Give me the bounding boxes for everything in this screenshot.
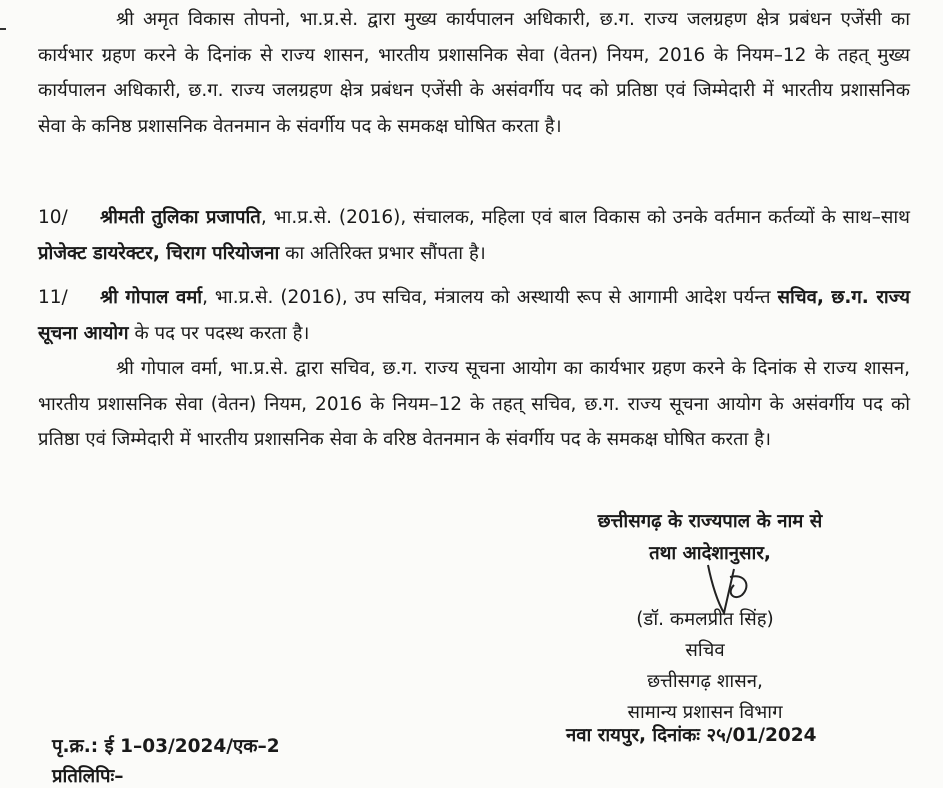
item-10-text2: का अतिरिक्त प्रभार सौंपता है। (279, 242, 486, 264)
copy-to-label: प्रतिलिपिः– (52, 766, 124, 787)
closing-line-2: तथा आदेशानुसार, (649, 543, 771, 564)
item-11-text2: के पद पर पदस्थ करता है। (128, 322, 310, 344)
item-10-post: प्रोजेक्ट डायरेक्टर, चिराग परियोजना (38, 242, 280, 264)
order-item-11 (38, 280, 910, 351)
item-10-number: 10/ (38, 207, 68, 228)
item-10-name: श्रीमती तुलिका प्रजापति (100, 207, 261, 228)
order-item-10 (38, 200, 910, 271)
signatory-name: (डॉ. कमलप्रीत सिंह) (636, 609, 774, 630)
item-11-post: सचिव, छ.ग. राज्य सूचना आयोग (38, 287, 911, 344)
signatory-block (590, 604, 820, 728)
margin-mark (0, 28, 6, 30)
signatory-dept: सामान्य प्रशासन विभाग (627, 702, 783, 723)
reference-number: पृ.क्र.: ई 1–03/2024/एक–2 (52, 736, 280, 757)
item-11-name: श्री गोपाल वर्मा (100, 287, 203, 308)
paragraph-1-text: श्री अमृत विकास तोपनो, भा.प्र.से. द्वारा मुख्य कार्यपालन अधिकारी, छ.ग. राज्य जलग्रहण क्षेत्र प्रबंधन एजेंसी का कार्यभार ग्रहण करने के दिनांक से राज्य शासन, भारतीय प्रशासनिक सेवा (वेतन) नियम, 2016 के नियम–12 के तहत् मुख्य कार्यपालन अधिकारी, छ.ग. राज्य जलग्रहण क्षेत्र प्रबंधन एजेंसी के असंवर्गीय पद को प्रतिष्ठा एवं जिम्मेदारी में भारतीय प्रशासनिक सेवा के कनिष्ठ प्रशासनिक वेतनमान के संवर्गीय पद के समकक्ष घोषित करता है। (38, 9, 910, 137)
paragraph-2-text: श्री गोपाल वर्मा, भा.प्र.से. द्वारा सचिव, छ.ग. राज्य सूचना आयोग का कार्यभार ग्रहण करने के दिनांक से राज्य शासन, भारतीय प्रशासनिक सेवा (वेतन) नियम, 2016 के नियम–12 के तहत् सचिव, छ.ग. राज्य सूचना आयोग के असंवर्गीय पद को प्रतिष्ठा एवं जिम्मेदारी में भारतीय प्रशासनिक सेवा के वरिष्ठ वेतनमान के संवर्गीय पद के समकक्ष घोषित करता है। (38, 358, 910, 450)
item-11-number: 11/ (38, 287, 68, 308)
signatory-designation: सचिव (685, 640, 725, 661)
item-10-text1: , भा.प्र.से. (2016), संचालक, महिला एवं बाल विकास को उनके वर्तमान कर्तव्यों के साथ–साथ (260, 207, 910, 228)
paragraph-1 (38, 2, 910, 144)
closing-line-1: छत्तीसगढ़ के राज्यपाल के नाम से (597, 511, 823, 532)
place-date: नवा रायपुर, दिनांकः २५/01/2024 (566, 725, 817, 746)
paragraph-2 (38, 351, 910, 458)
item-11-text1: , भा.प्र.से. (2016), उप सचिव, मंत्रालय को अस्थायी रूप से आगामी आदेश पर्यन्त (202, 287, 778, 308)
signatory-govt: छत्तीसगढ़ शासन, (647, 671, 763, 692)
